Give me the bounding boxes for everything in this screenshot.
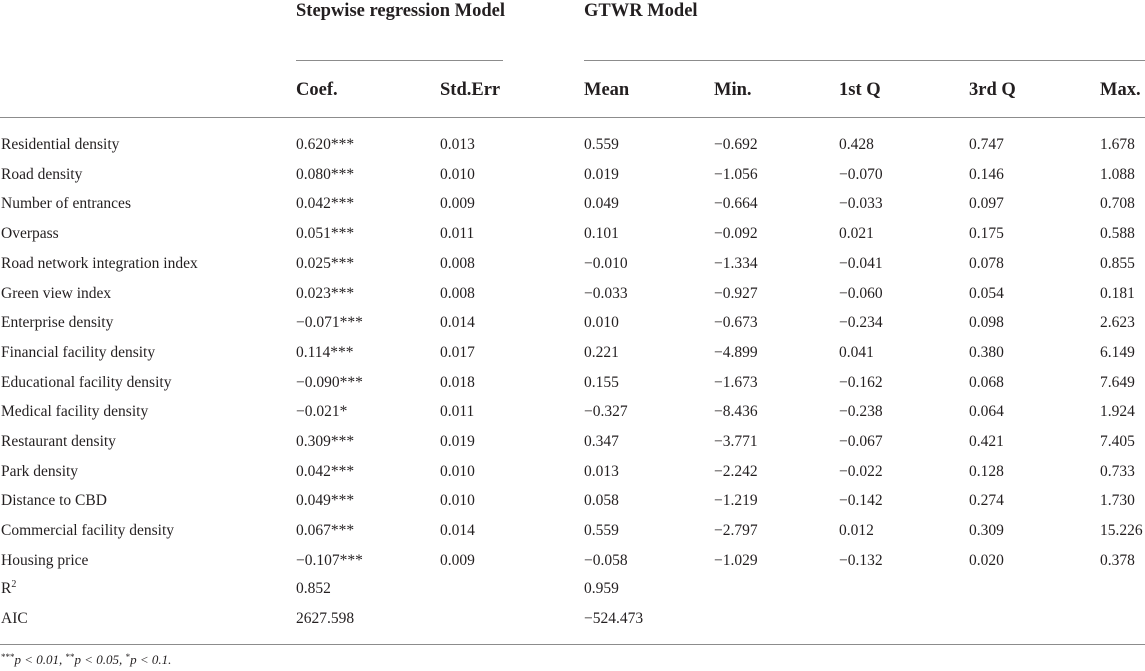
cell-mean: −0.033	[584, 284, 628, 302]
table-row	[0, 253, 1145, 275]
cell-max: 1.924	[1100, 403, 1135, 421]
cell-std-err: 0.008	[440, 284, 475, 302]
cell-q3: 0.380	[969, 343, 1004, 361]
cell-q1: 0.012	[839, 522, 874, 540]
cell-coef: 0.114***	[296, 343, 354, 361]
cell-max: 6.149	[1100, 343, 1135, 361]
cell-max: 0.588	[1100, 225, 1135, 243]
cell-min: −1.673	[714, 373, 758, 391]
cell-min: −0.664	[714, 195, 758, 213]
cell-mean: 0.155	[584, 373, 619, 391]
cell-q3: 0.098	[969, 314, 1004, 332]
cell-std-err: 0.017	[440, 343, 475, 361]
cell-coef: 0.620***	[296, 136, 355, 153]
cell-std-err: 0.010	[440, 165, 475, 183]
cell-q3: 0.175	[969, 225, 1004, 243]
cell-coef: 0.080***	[296, 165, 355, 183]
cell-q3: 0.309	[969, 522, 1004, 540]
row-label: Road network integration index	[1, 254, 198, 272]
col-header-1st-q: 1st Q	[839, 80, 881, 100]
cell-mean: 0.010	[584, 314, 619, 332]
cell-std-err: 0.009	[440, 551, 475, 569]
table-row	[0, 312, 1145, 334]
cell-max: 1.730	[1100, 492, 1135, 510]
cell-q1: −0.060	[839, 284, 883, 302]
cell-q3: 0.097	[969, 195, 1004, 213]
cell-q3: 0.054	[969, 284, 1004, 302]
cell-q1: −0.234	[839, 314, 883, 332]
cell-std-err: 0.018	[440, 373, 475, 391]
cell-q1: −0.070	[839, 165, 883, 183]
cell-max: 1.678	[1100, 136, 1135, 153]
row-label: Restaurant density	[1, 433, 116, 450]
cell-q1: −0.142	[839, 492, 883, 510]
cell-mean: −0.327	[584, 403, 628, 421]
cell-q1: −0.132	[839, 551, 883, 569]
cell-coef: −0.090***	[296, 373, 363, 391]
cell-q3: 0.128	[969, 462, 1004, 480]
stepwise-model-header: Stepwise regression Model	[296, 1, 505, 21]
cell-max: 0.733	[1100, 462, 1135, 480]
aic-gtwr: −524.473	[584, 610, 644, 627]
significance-footnote: ***p < 0.01, **p < 0.05, *p < 0.1.	[1, 652, 172, 667]
cell-max: 2.623	[1100, 314, 1135, 332]
row-label-r2: $R^2$	[1, 579, 17, 597]
table-row	[0, 223, 1145, 245]
table-row	[0, 164, 1145, 186]
cell-coef: 0.042***	[296, 195, 355, 213]
cell-mean: 0.347	[584, 433, 619, 450]
cell-std-err: 0.011	[440, 225, 475, 243]
row-label: Road density	[1, 165, 83, 183]
row-label: Distance to CBD	[1, 492, 107, 510]
r2-row	[0, 578, 1145, 600]
r2-gtwr: 0.959	[584, 580, 619, 597]
cell-q1: 0.041	[839, 343, 874, 361]
row-label-aic: AIC	[1, 610, 28, 627]
row-label: Financial facility density	[1, 343, 156, 361]
stepwise-group-rule	[296, 60, 503, 61]
cell-min: −0.692	[714, 136, 758, 153]
cell-min: −0.092	[714, 225, 758, 243]
cell-q3: 0.274	[969, 492, 1004, 510]
cell-q3: 0.747	[969, 136, 1004, 153]
cell-mean: −0.010	[584, 254, 628, 272]
table-row	[0, 283, 1145, 305]
cell-coef: 0.309***	[296, 433, 355, 450]
table-row	[0, 461, 1145, 483]
cell-q3: 0.064	[969, 403, 1004, 421]
cell-min: −1.334	[714, 254, 758, 272]
cell-q1: −0.162	[839, 373, 883, 391]
gtwr-group-rule	[584, 60, 1145, 61]
cell-max: 7.649	[1100, 373, 1135, 391]
cell-coef: 0.023***	[296, 284, 355, 302]
row-label: Overpass	[1, 225, 59, 243]
table-row	[0, 520, 1145, 542]
row-label: Educational facility density	[1, 373, 172, 391]
cell-q3: 0.020	[969, 551, 1004, 569]
col-header-3rd-q: 3rd Q	[969, 80, 1016, 100]
cell-std-err: 0.014	[440, 522, 475, 540]
table-row	[0, 431, 1145, 453]
cell-min: −0.673	[714, 314, 758, 332]
col-header-std-err: Std.Err	[440, 80, 501, 100]
cell-max: 0.181	[1100, 284, 1135, 302]
cell-q3: 0.146	[969, 165, 1004, 183]
cell-mean: −0.058	[584, 551, 628, 569]
cell-q3: 0.078	[969, 254, 1004, 272]
cell-mean: 0.019	[584, 165, 619, 183]
cell-q1: 0.428	[839, 136, 874, 153]
cell-coef: −0.021*	[296, 403, 348, 421]
cell-coef: 0.067***	[296, 522, 355, 540]
table-bottom-rule	[0, 644, 1145, 645]
cell-coef: 0.049***	[296, 492, 355, 510]
cell-min: −2.242	[714, 462, 758, 480]
cell-std-err: 0.010	[440, 462, 475, 480]
cell-mean: 0.013	[584, 462, 619, 480]
cell-min: −4.899	[714, 343, 758, 361]
col-header-coef: Coef.	[296, 80, 338, 100]
cell-min: −1.056	[714, 165, 758, 183]
row-label: Number of entrances	[1, 195, 131, 213]
cell-coef: −0.107***	[296, 551, 363, 569]
cell-std-err: 0.019	[440, 433, 475, 450]
cell-q1: −0.067	[839, 433, 883, 450]
cell-max: 1.088	[1100, 165, 1135, 183]
col-header-mean: Mean	[584, 80, 630, 100]
row-label: Residential density	[1, 136, 120, 153]
cell-max: 0.378	[1100, 551, 1135, 569]
aic-row	[0, 608, 1145, 630]
cell-coef: −0.071***	[296, 314, 363, 332]
cell-mean: 0.101	[584, 225, 619, 243]
cell-mean: 0.559	[584, 522, 619, 540]
cell-q3: 0.421	[969, 433, 1004, 450]
cell-coef: 0.042***	[296, 462, 355, 480]
row-label: Medical facility density	[1, 403, 149, 421]
table-row	[0, 550, 1145, 572]
cell-max: 0.855	[1100, 254, 1135, 272]
row-label: Housing price	[1, 551, 89, 569]
cell-min: −8.436	[714, 403, 758, 421]
cell-std-err: 0.008	[440, 254, 475, 272]
cell-mean: 0.058	[584, 492, 619, 510]
table-row	[0, 401, 1145, 423]
aic-stepwise: 2627.598	[296, 610, 355, 627]
row-label: Commercial facility density	[1, 522, 175, 540]
cell-std-err: 0.013	[440, 136, 475, 153]
cell-q1: −0.022	[839, 462, 883, 480]
cell-min: −0.927	[714, 284, 758, 302]
table-row	[0, 372, 1145, 394]
cell-q1: 0.021	[839, 225, 874, 243]
cell-mean: 0.221	[584, 343, 619, 361]
table-row	[0, 134, 1145, 156]
cell-std-err: 0.011	[440, 403, 475, 421]
r2-stepwise: 0.852	[296, 580, 331, 597]
row-label: Enterprise density	[1, 314, 114, 332]
cell-mean: 0.049	[584, 195, 619, 213]
cell-mean: 0.559	[584, 136, 619, 153]
cell-max: 0.708	[1100, 195, 1135, 213]
cell-min: −1.219	[714, 492, 758, 510]
table-row	[0, 490, 1145, 512]
cell-q1: −0.238	[839, 403, 883, 421]
col-header-min: Min.	[714, 80, 752, 100]
table-row	[0, 193, 1145, 215]
header-bottom-rule	[0, 117, 1145, 118]
row-label: Green view index	[1, 284, 112, 302]
cell-coef: 0.051***	[296, 225, 355, 243]
col-header-max: Max.	[1100, 80, 1141, 100]
cell-q3: 0.068	[969, 373, 1004, 391]
cell-std-err: 0.014	[440, 314, 475, 332]
cell-max: 15.226	[1100, 522, 1143, 540]
cell-max: 7.405	[1100, 433, 1135, 450]
row-label: Park density	[1, 462, 79, 480]
table-row	[0, 342, 1145, 364]
cell-coef: 0.025***	[296, 254, 355, 272]
cell-std-err: 0.010	[440, 492, 475, 510]
gtwr-model-header: GTWR Model	[584, 1, 698, 21]
cell-std-err: 0.009	[440, 195, 475, 213]
cell-q1: −0.041	[839, 254, 883, 272]
cell-min: −2.797	[714, 522, 758, 540]
cell-min: −1.029	[714, 551, 758, 569]
cell-min: −3.771	[714, 433, 758, 450]
cell-q1: −0.033	[839, 195, 883, 213]
